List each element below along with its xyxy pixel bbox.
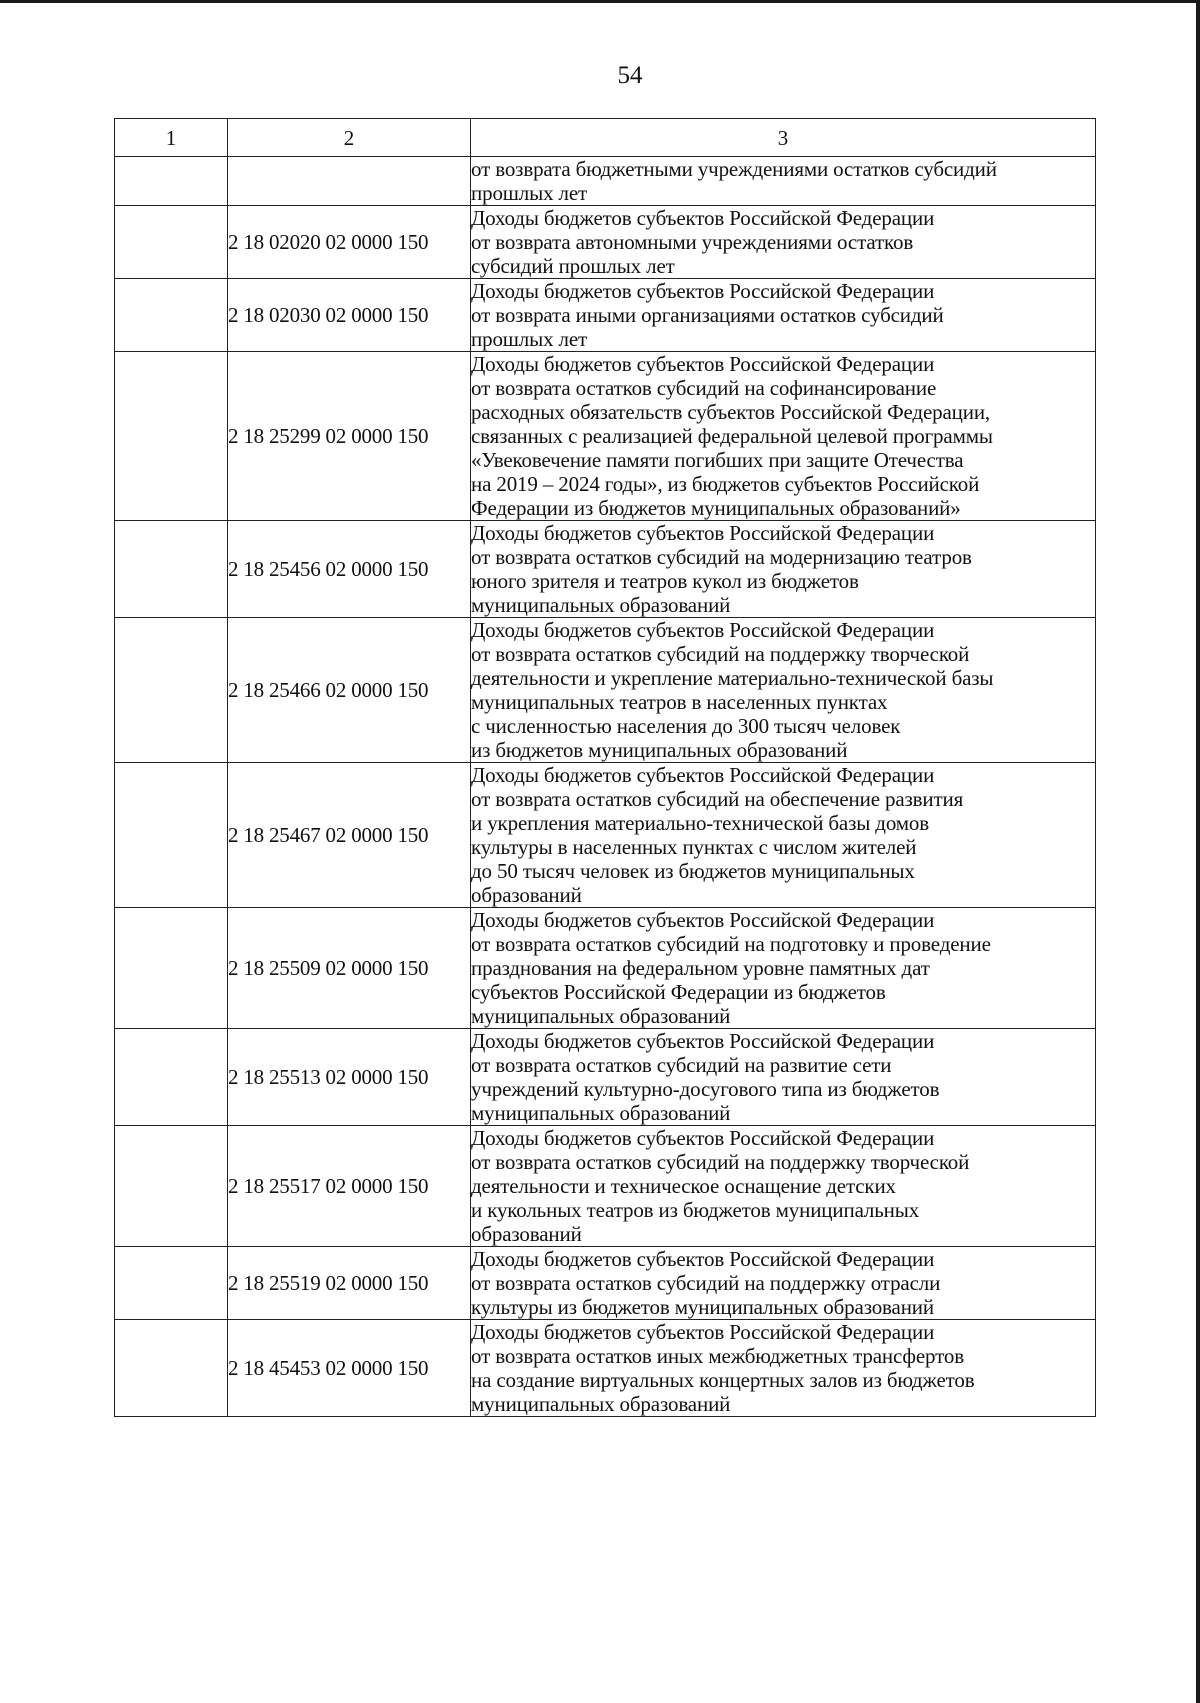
description-line: Доходы бюджетов субъектов Российской Федерации	[471, 763, 935, 787]
description-cell	[471, 352, 1096, 521]
description-line: из бюджетов муниципальных образований	[471, 738, 848, 762]
description-line: от возврата иными организациями остатков субсидий	[471, 303, 944, 327]
description-line: и кукольных театров из бюджетов муниципальных	[471, 1198, 920, 1222]
table-row	[115, 618, 1096, 763]
description-line: муниципальных образований	[471, 1392, 731, 1416]
description-line: юного зрителя и театров кукол из бюджетов	[471, 569, 859, 593]
column-header-2: 2	[228, 119, 471, 157]
table-header-row	[115, 119, 1096, 157]
table-row	[115, 157, 1096, 206]
revenue-code-cell: 2 18 25513 02 0000 150	[228, 1029, 471, 1126]
row-number-cell	[115, 618, 228, 763]
revenue-code-cell: 2 18 02020 02 0000 150	[228, 206, 471, 279]
description-line: от возврата остатков субсидий на обеспечение развития	[471, 787, 964, 811]
table-row	[115, 1029, 1096, 1126]
scan-edge-right	[1196, 0, 1200, 1703]
revenue-code-cell: 2 18 25519 02 0000 150	[228, 1247, 471, 1320]
description-line: Доходы бюджетов субъектов Российской Федерации	[471, 618, 935, 642]
description-line: Доходы бюджетов субъектов Российской Федерации	[471, 521, 935, 545]
scan-edge-top	[0, 0, 1200, 3]
description-line: Доходы бюджетов субъектов Российской Федерации	[471, 352, 935, 376]
description-cell	[471, 908, 1096, 1029]
revenue-code-cell: 2 18 25456 02 0000 150	[228, 521, 471, 618]
description-cell	[471, 521, 1096, 618]
description-line: муниципальных образований	[471, 593, 731, 617]
description-line: деятельности и техническое оснащение детских	[471, 1174, 896, 1198]
revenue-code-cell: 2 18 25517 02 0000 150	[228, 1126, 471, 1247]
row-number-cell	[115, 279, 228, 352]
table-row	[115, 908, 1096, 1029]
description-line: Доходы бюджетов субъектов Российской Федерации	[471, 1126, 935, 1150]
row-number-cell	[115, 908, 228, 1029]
description-line: от возврата остатков субсидий на развитие сети	[471, 1053, 892, 1077]
description-line: прошлых лет	[471, 327, 588, 351]
description-line: культуры из бюджетов муниципальных образований	[471, 1295, 934, 1319]
revenue-code-cell: 2 18 25299 02 0000 150	[228, 352, 471, 521]
description-line: на создание виртуальных концертных залов из бюджетов	[471, 1368, 975, 1392]
description-line: от возврата остатков иных межбюджетных трансфертов	[471, 1344, 964, 1368]
description-cell	[471, 1247, 1096, 1320]
table-row	[115, 1126, 1096, 1247]
row-number-cell	[115, 1029, 228, 1126]
row-number-cell	[115, 763, 228, 908]
table-row	[115, 206, 1096, 279]
description-line: от возврата автономными учреждениями остатков	[471, 230, 914, 254]
description-line: от возврата остатков субсидий на модернизацию театров	[471, 545, 972, 569]
description-cell	[471, 206, 1096, 279]
description-line: от возврата остатков субсидий на подготовку и проведение	[471, 932, 991, 956]
column-header-1: 1	[115, 119, 228, 157]
revenue-code-cell: 2 18 02030 02 0000 150	[228, 279, 471, 352]
table-row	[115, 521, 1096, 618]
description-line: Доходы бюджетов субъектов Российской Федерации	[471, 206, 935, 230]
description-line: муниципальных образований	[471, 1101, 731, 1125]
table-row	[115, 1247, 1096, 1320]
description-line: муниципальных театров в населенных пунктах	[471, 690, 888, 714]
description-line: субсидий прошлых лет	[471, 254, 675, 278]
description-line: расходных обязательств субъектов Российской Федерации,	[471, 400, 991, 424]
description-line: учреждений культурно-досугового типа из бюджетов	[471, 1077, 940, 1101]
description-line: с численностью населения до 300 тысяч человек	[471, 714, 901, 738]
description-line: культуры в населенных пунктах с числом жителей	[471, 835, 917, 859]
description-line: связанных с реализацией федеральной целевой программы	[471, 424, 993, 448]
row-number-cell	[115, 1247, 228, 1320]
description-line: Доходы бюджетов субъектов Российской Федерации	[471, 1247, 935, 1271]
table-row	[115, 352, 1096, 521]
revenue-code-cell: 2 18 25467 02 0000 150	[228, 763, 471, 908]
description-line: от возврата бюджетными учреждениями остатков субсидий	[471, 157, 997, 181]
description-line: от возврата остатков субсидий на поддержку творческой	[471, 1150, 970, 1174]
row-number-cell	[115, 157, 228, 206]
description-cell	[471, 279, 1096, 352]
description-line: Федерации из бюджетов муниципальных образований»	[471, 496, 961, 520]
description-cell	[471, 157, 1096, 206]
revenue-codes-table	[114, 118, 1096, 1417]
description-cell	[471, 1126, 1096, 1247]
page-number: 54	[617, 62, 643, 89]
revenue-code-cell: 2 18 25509 02 0000 150	[228, 908, 471, 1029]
description-line: Доходы бюджетов субъектов Российской Федерации	[471, 908, 935, 932]
revenue-code-cell	[228, 157, 471, 206]
description-line: Доходы бюджетов субъектов Российской Федерации	[471, 1029, 935, 1053]
description-line: деятельности и укрепление материально-технической базы	[471, 666, 994, 690]
description-line: на 2019 – 2024 годы», из бюджетов субъектов Российской	[471, 472, 980, 496]
column-header-3: 3	[471, 119, 1096, 157]
description-cell	[471, 618, 1096, 763]
description-cell	[471, 1320, 1096, 1417]
row-number-cell	[115, 521, 228, 618]
description-line: Доходы бюджетов субъектов Российской Федерации	[471, 279, 935, 303]
description-line: образований	[471, 1222, 582, 1246]
row-number-cell	[115, 206, 228, 279]
description-line: прошлых лет	[471, 181, 588, 205]
description-line: до 50 тысяч человек из бюджетов муниципальных	[471, 859, 915, 883]
description-line: «Увековечение памяти погибших при защите Отечества	[471, 448, 964, 472]
description-line: образований	[471, 883, 582, 907]
description-line: от возврата остатков субсидий на софинансирование	[471, 376, 937, 400]
table-row	[115, 1320, 1096, 1417]
description-line: от возврата остатков субсидий на поддержку отрасли	[471, 1271, 941, 1295]
row-number-cell	[115, 1320, 228, 1417]
description-line: и укрепления материально-технической базы домов	[471, 811, 930, 835]
table-body	[115, 157, 1096, 1417]
description-line: от возврата остатков субсидий на поддержку творческой	[471, 642, 970, 666]
table-row	[115, 279, 1096, 352]
description-line: празднования на федеральном уровне памятных дат	[471, 956, 930, 980]
row-number-cell	[115, 1126, 228, 1247]
description-line: субъектов Российской Федерации из бюджетов	[471, 980, 886, 1004]
revenue-code-cell: 2 18 25466 02 0000 150	[228, 618, 471, 763]
row-number-cell	[115, 352, 228, 521]
description-cell	[471, 763, 1096, 908]
description-line: муниципальных образований	[471, 1004, 731, 1028]
table-row	[115, 763, 1096, 908]
revenue-code-cell: 2 18 45453 02 0000 150	[228, 1320, 471, 1417]
description-line: Доходы бюджетов субъектов Российской Федерации	[471, 1320, 935, 1344]
description-cell	[471, 1029, 1096, 1126]
